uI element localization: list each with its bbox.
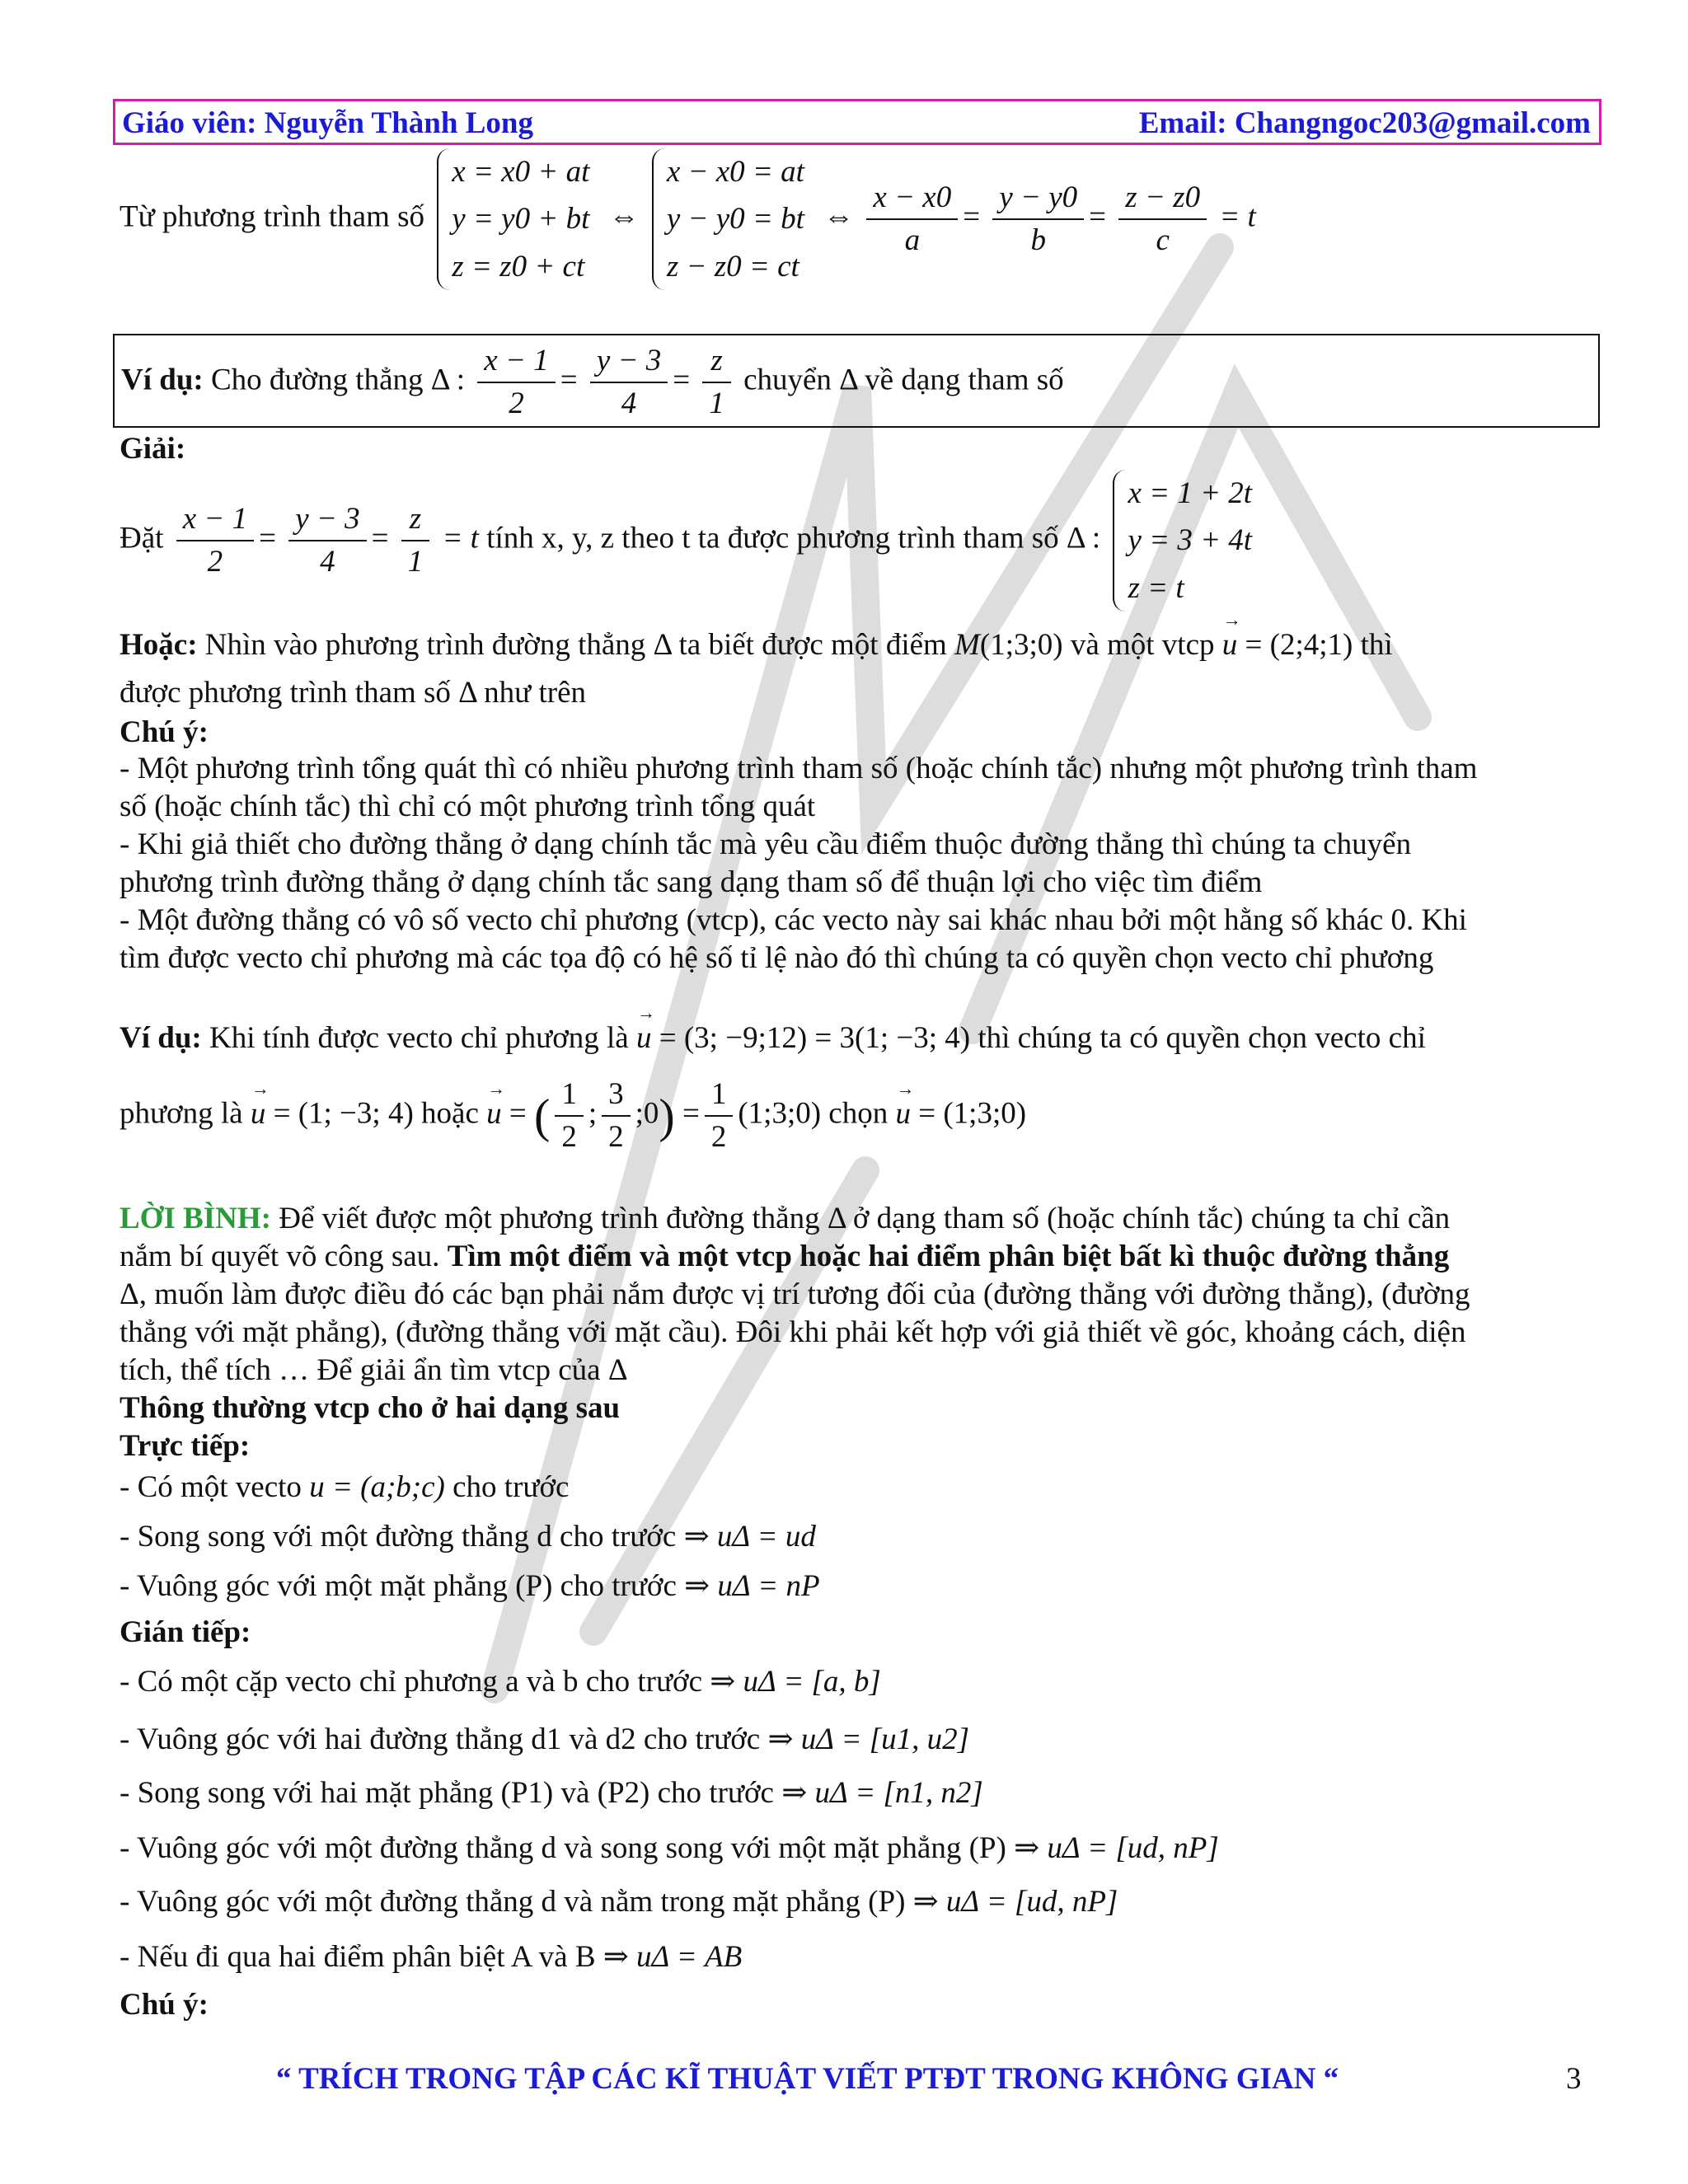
vector-value: = (1;3;0) (918, 1096, 1027, 1131)
vector-mid: ;0 (635, 1096, 659, 1131)
choose-word: chọn (828, 1096, 889, 1131)
delta-symbol: Δ : (1066, 521, 1101, 555)
fraction (555, 1076, 584, 1157)
fraction (288, 500, 366, 582)
sys-row: z = t (1128, 570, 1184, 605)
sys1-row: x = x0 + at (452, 155, 590, 189)
item-text: - Có một vecto (120, 1470, 302, 1504)
note-line: số (hoặc chính tắc) thì chỉ có một phương trình tổng quát (120, 790, 816, 823)
equiv-symbol: ⇔ (608, 199, 640, 234)
teacher-name: Giáo viên: Nguyễn Thành Long (122, 106, 533, 140)
vector-value: = (1; −3; 4) (273, 1096, 414, 1131)
example1-content: Ví dụ: Cho đường thẳng Δ : $\frac{x - 1}{2}$ = $\frac{y - 3}{4}$ = $\frac{z}{1}$ chuyển Δ về dạng tham số (121, 342, 1064, 424)
direct-item (120, 1518, 816, 1556)
fraction-numerator: 1 (705, 1076, 734, 1117)
indirect-item (120, 1774, 983, 1812)
direct-label: Trực tiếp: (120, 1429, 251, 1463)
sys2-row: y − y0 = bt (666, 202, 804, 237)
fraction (992, 179, 1084, 260)
fraction-denominator: 4 (621, 387, 637, 421)
equiv-symbol: ⇔ (823, 199, 855, 234)
then-text: thì (1360, 628, 1393, 662)
note-line: - Một đường thẳng có vô số vecto chỉ phương (vtcp), các vecto này sai khác nhau bởi một hằng số khác 0. Khi (120, 903, 1467, 937)
example-text: Khi tính được vecto chỉ phương là (209, 1021, 629, 1055)
note-label: Chú ý: (120, 715, 209, 749)
item-math: ⇒ uΔ = AB (603, 1940, 743, 1974)
sys2-row: x − x0 = at (666, 155, 804, 189)
direct-item (120, 1568, 820, 1605)
indirect-item (120, 1938, 742, 1976)
delta-symbol: Δ : (430, 363, 466, 397)
solution-line: Đặt $\frac{x - 1}{2}$ = $\frac{y - 3}{4}$ = $\frac{z}{1}$ = t tính x, y, z theo t ta được phương trình tham số Δ : x = 1 + 2t y = 3 + 4t z = t (120, 470, 1264, 612)
direct-item (120, 1469, 569, 1507)
example-text: phương là (120, 1096, 243, 1131)
sys-row: x = 1 + 2t (1128, 476, 1253, 510)
item-text: - Có một cặp vecto chỉ phương a và b cho trước (120, 1665, 703, 1699)
indirect-item (120, 1721, 969, 1759)
item-text: - Vuông góc với một mặt phẳng (P) cho trước (120, 1569, 677, 1603)
param-equation: Từ phương trình tham số x = x0 + at y = y0 + bt z = z0 + ct ⇔ x − x0 = at y − y0 = bt z − z0 = ct ⇔ $\frac{x - x0}{a}$ = $\frac{y - y0}{b}$ = $\frac{z - z0}{c}$ = t (120, 148, 1256, 290)
vector-value: = (3; −9;12) = 3(1; −3; 4) (659, 1021, 971, 1055)
fraction (176, 500, 254, 582)
solution-mid-text: tính x, y, z theo t ta được phương trình tham số (486, 521, 1059, 555)
item-text: - Vuông góc với một đường thẳng d và nằm trong mặt phẳng (P) (120, 1885, 906, 1919)
example-tail: chuyển Δ về dạng tham số (743, 363, 1064, 397)
note-line: phương trình đường thẳng ở dạng chính tắc sang dạng tham số để thuận lợi cho việc tìm điểm (120, 865, 1263, 899)
email-address: Email: Changngoc203@gmail.com (1138, 106, 1591, 140)
item-text: - Vuông góc với hai đường thẳng d1 và d2 cho trước (120, 1722, 761, 1756)
paren-open: ( (534, 1089, 551, 1143)
item-math: ⇒ uΔ = [ud, nP] (912, 1885, 1118, 1919)
solution-system (1113, 470, 1259, 612)
indirect-item (120, 1830, 1219, 1868)
page-number: 3 (1566, 2062, 1582, 2096)
fraction-numerator: z (702, 342, 731, 383)
fraction-denominator: c (1156, 223, 1170, 258)
set-word: Đặt (120, 521, 164, 555)
equals: = (509, 1096, 527, 1131)
comment-line (120, 1238, 1449, 1276)
comment-line (120, 1200, 1450, 1238)
fraction (1118, 179, 1207, 260)
fraction-numerator: 3 (602, 1076, 631, 1117)
fraction-denominator: 2 (608, 1120, 624, 1155)
param-system-1 (437, 148, 596, 290)
item-math: ⇒ uΔ = nP (684, 1569, 820, 1603)
param-system-2 (652, 148, 811, 290)
and-text: và một vtcp (1070, 628, 1215, 662)
example2-line-1 (120, 1019, 1426, 1057)
example-text: Cho đường thẳng (210, 363, 424, 397)
or-label: Hoặc: (120, 628, 198, 662)
fraction-denominator: 2 (561, 1120, 577, 1155)
fraction (702, 342, 731, 424)
param-tail: = t (1219, 199, 1256, 234)
point-name: M (954, 628, 980, 662)
param-intro: Từ phương trình tham số (120, 199, 425, 234)
fraction-numerator: x − 1 (477, 342, 555, 383)
vector-value: = (2;4;1) (1245, 628, 1353, 662)
forms-title: Thông thường vtcp cho ở hai dạng sau (120, 1391, 621, 1425)
vector-u: → u (251, 1095, 266, 1133)
fraction-numerator: x − x0 (866, 179, 958, 220)
sys1-row: z = z0 + ct (452, 249, 585, 284)
fraction-denominator: 1 (407, 545, 424, 579)
indirect-item (120, 1663, 881, 1701)
fraction (866, 179, 958, 260)
example-label: Ví dụ: (120, 1021, 202, 1055)
comment-line: Δ, muốn làm được điều đó các bạn phải nắm được vị trí tương đối của (đường thẳng với đường thẳng), (đường (120, 1277, 1470, 1311)
fraction-denominator: 2 (710, 1120, 727, 1155)
fraction-denominator: 2 (207, 545, 223, 579)
item-math: ⇒ uΔ = [n1, n2] (781, 1776, 983, 1810)
example-box (113, 334, 1600, 428)
comment-highlight: Tìm một điểm và một vtcp hoặc hai điểm phân biệt bất kì thuộc đường thẳng (447, 1240, 1450, 1273)
item-math: ⇒ uΔ = ud (683, 1520, 816, 1554)
example-tail: thì chúng ta có quyền chọn vecto chỉ (978, 1021, 1426, 1055)
item-text: - Nếu đi qua hai điểm phân biệt A và B (120, 1940, 596, 1974)
eq-t: = t (442, 521, 479, 555)
sys2-row: z − z0 = ct (666, 249, 799, 284)
or-text: Nhìn vào phương trình đường thẳng Δ ta biết được một điểm (204, 628, 947, 662)
fraction-denominator: 1 (709, 387, 724, 421)
vector-u: → u (486, 1095, 502, 1133)
or-line-1 (120, 626, 1393, 664)
vector-u: → u (895, 1095, 911, 1133)
sys-row: y = 3 + 4t (1128, 523, 1253, 558)
fraction-numerator: y − 3 (590, 342, 668, 383)
or-word: hoặc (421, 1096, 479, 1131)
comment-text: Để viết được một phương trình đường thẳng Δ ở dạng tham số (hoặc chính tắc) chúng ta chỉ cần (279, 1202, 1451, 1235)
fraction (602, 1076, 631, 1157)
item-math: ⇒ uΔ = [a, b] (710, 1665, 881, 1699)
note-line: - Khi giả thiết cho đường thẳng ở dạng chính tắc mà yêu cầu điểm thuộc đường thẳng thì chúng ta chuyển (120, 827, 1412, 861)
item-text: - Song song với một đường thẳng d cho trước (120, 1520, 677, 1554)
fraction (590, 342, 668, 424)
fraction-denominator: 4 (320, 545, 335, 579)
item-text: - Song song với hai mặt phẳng (P1) và (P2) cho trước (120, 1776, 774, 1810)
comment-label: LỜI BÌNH: (120, 1202, 272, 1235)
vector-u: → u (1222, 626, 1238, 664)
fraction (477, 342, 555, 424)
solution-label: Giải: (120, 432, 186, 466)
example-label: Ví dụ: (121, 363, 204, 397)
note-line: tìm được vecto chỉ phương mà các tọa độ có hệ số tỉ lệ nào đó thì chúng ta có quyền chọn vecto chỉ phương (120, 941, 1434, 975)
paren-close: ) (659, 1089, 675, 1143)
comment-text: nắm bí quyết võ công sau. (120, 1240, 440, 1273)
comment-line: tích, thể tích … Để giải ẩn tìm vtcp của Δ (120, 1353, 628, 1387)
fraction-numerator: x − 1 (176, 500, 254, 541)
fraction-denominator: a (904, 223, 921, 258)
vector-u: → u (636, 1019, 652, 1057)
fraction-numerator: 1 (555, 1076, 584, 1117)
item-after: cho trước (452, 1470, 570, 1504)
comment-line: thẳng với mặt phẳng), (đường thẳng với mặt cầu). Đôi khi phải kết hợp với giả thiết về góc, khoảng cách, diện (120, 1315, 1466, 1349)
fraction-denominator: b (1030, 223, 1047, 258)
page-footer: “ TRÍCH TRONG TẬP CÁC KĨ THUẬT VIẾT PTĐT TRONG KHÔNG GIAN “ (276, 2062, 1339, 2096)
fraction-numerator: y − y0 (992, 179, 1084, 220)
vector-value: (1;3;0) (738, 1096, 822, 1131)
item-math: u = (a;b;c) (309, 1470, 445, 1504)
note-line: - Một phương trình tổng quát thì có nhiều phương trình tham số (hoặc chính tắc) nhưng một phương trình tham (120, 752, 1478, 785)
item-math: ⇒ uΔ = [ud, nP] (1014, 1831, 1219, 1865)
example2-line-2: phương là → u = (1; −3; 4) hoặc → u = ( $\frac{1}{2}$ ; $\frac{3}{2}$ ;0) = $\frac{1}{2}$ (1;3;0) chọn → u = (1;3;0) (120, 1076, 1026, 1157)
indirect-label: Gián tiếp: (120, 1615, 251, 1649)
note-label: Chú ý: (120, 1988, 209, 2022)
fraction-numerator: z (401, 500, 430, 541)
indirect-item (120, 1883, 1118, 1921)
sys1-row: y = y0 + bt (452, 202, 590, 237)
fraction-denominator: 2 (509, 387, 524, 421)
fraction-numerator: z − z0 (1118, 179, 1207, 220)
item-text: - Vuông góc với một đường thẳng d và song song với một mặt phẳng (P) (120, 1831, 1006, 1865)
page-header (113, 99, 1601, 145)
fraction (705, 1076, 734, 1157)
fraction-numerator: y − 3 (288, 500, 366, 541)
fraction (401, 500, 430, 582)
item-math: ⇒ uΔ = [u1, u2] (767, 1722, 970, 1756)
or-line-2: được phương trình tham số Δ như trên (120, 676, 587, 710)
point-value: (1;3;0) (979, 628, 1063, 662)
